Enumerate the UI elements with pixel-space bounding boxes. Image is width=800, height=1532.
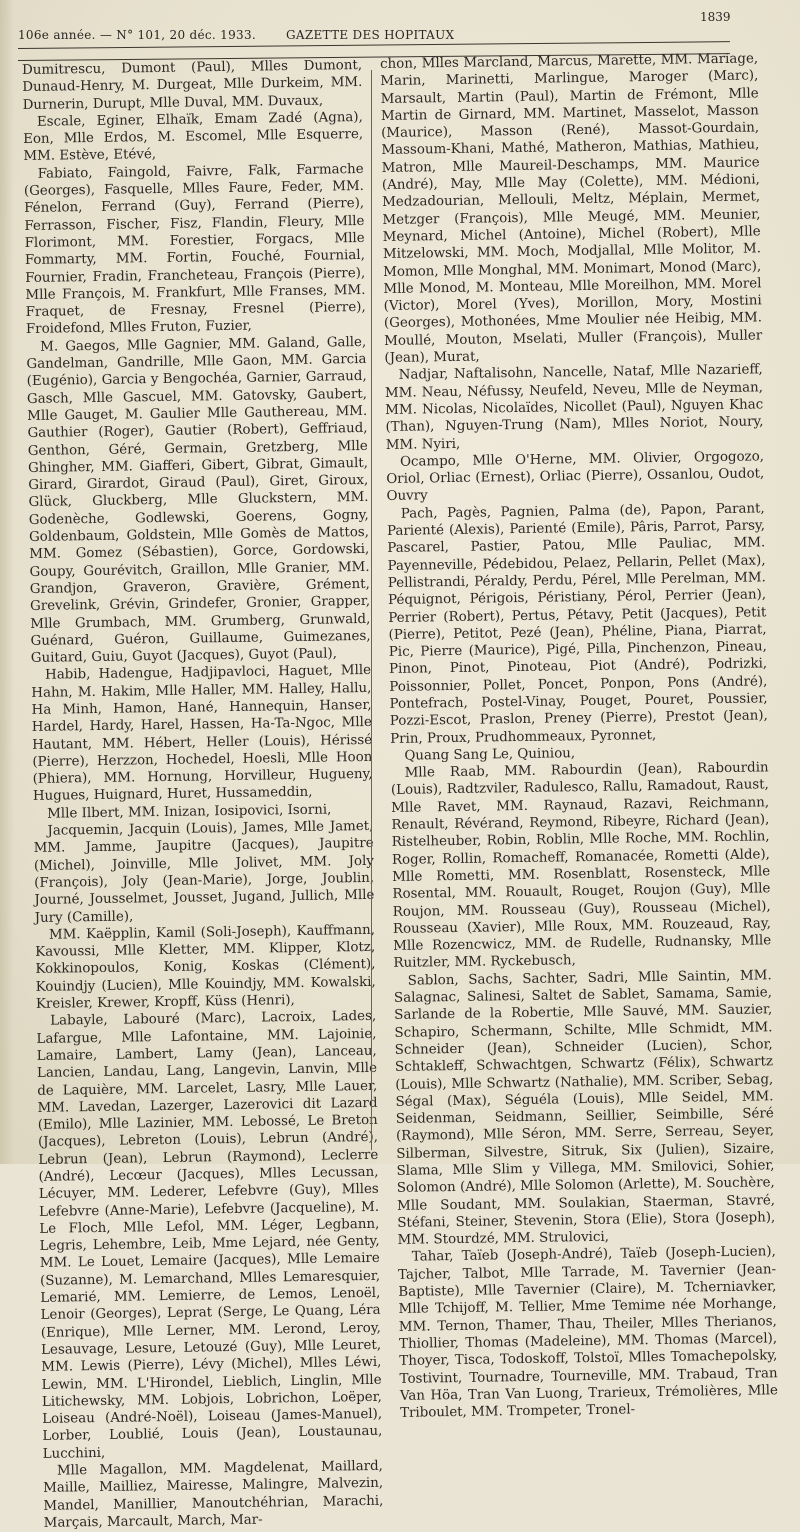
paragraph-s: Sablon, Sachs, Sachter, Sadri, Mlle Saintin, MM. Salagnac, Salinesi, Saltet de Sablet, Samama, Samie, Sarlande de la Robertie, Mlle Sauvé, MM. Sauzier, Schapiro, Schermann, Schilte, Mlle Schmidt, MM. Schneider (Jean), Schneider (Lucien), Schor, Schtakleff, Schwachtgen, Schwartz (Félix), Schwartz (Louis), Mlle Schwartz (Nathalie), MM. Scriber, Sebag, Ségal (Max), Séguéla (Louis), Mlle Seidel, MM. Seidenman, Seidmann, Seillier, Seimbille, Séré (Raymond), Mlle Séron, MM. Serre, Serreau, Seyer, Silberman, Silvestre, Sitruk, Six (Julien), Sizaire, Slama, Mlle Slim y Villega, MM. Smilovici, Sohier, Solomon (André), Mlle Solomon (Arlette), M. Souchère, Mlle Soudant, MM. Soulakian, Staerman, Stavré, Stéfani, Steiner, Stevenin, Stora (Elie), Stora (Joseph), MM. Stourdzé, MM. Strulovici,: [393, 968, 776, 1249]
paragraph-k: MM. Kaëpplin, Kamil (Soli-Joseph), Kauffmann, Kavoussi, Mlle Kletter, MM. Klipper, Klotz, Kokkinopoulos, Konig, Koskas (Clément), Kouindjy (Lucien), Mlle Kouindjy, MM. Kowalski, Kreisler, Krewer, Kropff, Küss (Henri),: [35, 922, 376, 1012]
paragraph-p: Pach, Pagès, Pagnien, Palma (de), Papon, Parant, Parienté (Alexis), Parienté (Emile), Pâris, Parrot, Parsy, Pascarel, Pastier, Patou, Mlle Pauliac, MM. Payenneville, Pédebidou, Pelaez, Pellarin, Pellet (Max), Pellistrandi, Péraldy, Perdu, Pérel, Mlle Perelman, MM. Péquignot, Périgois, Péristiany, Pérol, Perrier (Jean), Perrier (Robert), Pertus, Pétavy, Petit (Jacques), Petit (Pierre), Petitot, Pezé (Jean), Phéline, Piana, Piarrat, Pic, Pierre (Maurice), Pigé, Pilla, Pinchenzon, Pineau, Pinon, Pinot, Pinoteau, Piot (André), Podrizki, Poissonnier, Pollet, Poncet, Ponpon, Pons (André), Pontefrach, Postel-Vinay, Pouget, Pouret, Poussier, Pozzi-Escot, Praslon, Preney (Pierre), Prestot (Jean), Prin, Proux, Prudhommeaux, Pyronnet,: [386, 501, 768, 747]
page-header: [18, 28, 728, 52]
paragraph-h: Habib, Hadengue, Hadjipavloci, Haguet, Mlle Hahn, M. Hakim, Mlle Haller, MM. Halley, Hallu, Ha Minh, Hamon, Hané, Hannequin, Hanser, Hardel, Hardy, Harel, Hassen, Ha-Ta-Ngoc, Mlle Hautant, MM. Hébert, Heller (Louis), Hérissé (Pierre), Herzzon, Hochedel, Hoesli, Mlle Hoon (Phiera), MM. Hornung, Horvilleur, Hugueny, Hugues, Huignard, Huret, Hussameddin,: [31, 663, 373, 805]
page-edge-shadow: [0, 0, 14, 1164]
paragraph-o: Ocampo, Mlle O'Herne, MM. Olivier, Orgogozo, Oriol, Orliac (Ernest), Orliac (Pierre), Ossanlou, Oudot, Ouvry: [386, 449, 765, 505]
paragraph-l: Labayle, Labouré (Marc), Lacroix, Lades, Lafargue, Mlle Lafontaine, MM. Lajoinie, Lamaire, Lambert, Lamy (Jean), Lanceau, Lancien, Landau, Lang, Langevin, Lanvin, Mlle de Laquière, MM. Larcelet, Lasry, Mlle Lauer, MM. Lavedan, Lazerger, Lazerovici dit Lazard (Emilo), Mlle Lazinier, MM. Lebossé, Le Breton (Jacques), Lebreton (Louis), Lebrun (André), Lebrun (Jean), Lebrun (Raymond), Leclerre (André), Lecœur (Jacques), Mlles Lecussan, Lécuyer, MM. Lederer, Lefebvre (Guy), Mlles Lefebvre (Anne-Marie), Lefebvre (Jacqueline), M. Le Floch, Mlle Lefol, MM. Léger, Legbann, Legris, Lehembre, Leib, Mme Lejard, née Genty, MM. Le Louet, Lemaire (Jacques), Mlle Lemaire (Suzanne), M. Lemarchand, Mlles Lemaresquier, Lemarié, MM. Lemierre, de Lemos, Lenoël, Lenoir (Georges), Leprat (Serge, Le Quang, Léra (Enrique), Mlle Lerner, MM. Lerond, Leroy, Lesauvage, Lesure, Letouzé (Guy), Mlle Leuret, MM. Lewis (Pierre), Lévy (Michel), Mlles Léwi, Lewin, MM. L'Hirondel, Lieblich, Linglin, Mlle Litichewsky, MM. Lobjois, Lobrichon, Loëper, Loiseau (André-Noël), Loiseau (James-Manuel), Lorber, Loublié, Louis (Jean), Loustaunau, Lucchini,: [36, 1009, 383, 1462]
paragraph-m: chon, Mlles Marcland, Marcus, Marette, MM. Mariage, Marin, Marinetti, Marlingue, Maroger (Marc), Marsault, Martin (Paul), Martin de Frémont, Mlle Martin de Girnard, MM. Martinet, Masselot, Masson (Maurice), Masson (René), Massot-Gourdain, Massoum-Khani, Mathé, Matheron, Mathias, Mathieu, Matron, Mlle Maureil-Deschamps, MM. Maurice (André), May, Mlle May (Colette), MM. Médioni, Medzadourian, Mellouli, Meltz, Méplain, Mermet, Metzger (François), Mlle Meugé, MM. Meunier, Meynard, Michel (Antoine), Michel (Robert), Mlle Mitzelowski, MM. Moch, Modjallal, Mlle Molitor, M. Momon, Mlle Monghal, MM. Monimart, Monod (Marc), Mlle Monod, M. Monteau, Mlle Moreilhon, MM. Morel (Victor), Morel (Yves), Morillon, Mory, Mostini (Georges), Mothonées, Mme Moulier née Heibig, MM. Moullé, Mouton, Mselati, Muller (François), Muller (Jean), Murat,: [380, 51, 763, 367]
paragraph-m-start: Mlle Magallon, MM. Magdelenat, Maillard, Maille, Mailliez, Mairesse, Malingre, Malvezin, Mandel, Manillier, Manoutchéhrian, Marachi, Marçais, Marcault, March, Mar-: [43, 1458, 384, 1531]
paragraph-n: Nadjar, Naftalisohn, Nancelle, Nataf, Mlle Nazarieff, MM. Neau, Néfussy, Neufeld, Neveu, Mlle de Neyman, MM. Nicolas, Nicolaïdes, Nicollet (Paul), Nguyen Khac (Than), Nguyen-Trung (Nam), Mlles Noriot, Noury, MM. Nyiri,: [384, 362, 764, 453]
paragraph-q: Quang Sang Le, Quiniou,: [404, 746, 576, 764]
paragraph-i: Mlle Ilbert, MM. Inizan, Iosipovici, Isorni,: [47, 802, 332, 822]
journal-title: GAZETTE DES HOPITAUX: [286, 28, 455, 42]
left-column: [22, 57, 384, 1531]
paragraph-t: Tahar, Taïeb (Joseph-André), Taïeb (Joseph-Lucien), Tajcher, Talbot, Mlle Tarrade, M. Tavernier (Jean-Baptiste), Mlle Tavernier (Claire), M. Tcherniavker, Mlle Tchijoff, M. Tellier, Mme Temime née Morhange, MM. Ternon, Thamer, Thau, Theiler, Mlles Therianos, Thiollier, Thomas (Madeleine), MM. Thomas (Marcel), Thoyer, Tisca, Todoskoff, Tolstoï, Mlles Tomachepolsky, Tostivint, Tournadre, Tourneville, MM. Trabaud, Tran Van Höa, Tran Van Luong, Trarieux, Trémolières, Mlle Triboulet, MM. Trompeter, Tronel-: [397, 1244, 778, 1422]
paragraph-e: Escale, Eginer, Elhaïk, Emam Zadé (Agna), Eon, Mlle Erdos, M. Escomel, Mlle Esquerre, MM. Estève, Etévé,: [23, 109, 364, 165]
paragraph-g: M. Gaegos, Mlle Gagnier, MM. Galand, Galle, Gandelman, Gandrille, Mlle Gaon, MM. Garcia (Eugénio), Garcia y Bengochéa, Garnier, Garraud, Gasch, Mlle Gascuel, MM. Gatovsky, Gaubert, Mlle Gauget, M. Gaulier Mlle Gauthereau, MM. Gauthier (Roger), Gautier (Robert), Geffriaud, Genthon, Géré, Germain, Gretzberg, Mlle Ghingher, MM. Giafferi, Gibert, Gibrat, Gimault, Girard, Girardot, Giraud (Paul), Giret, Giroux, Glück, Gluckberg, Mlle Gluckstern, MM. Godenèche, Godlewski, Goerens, Gogny, Goldenbaum, Goldstein, Mlle Gomès de Mattos, MM. Gomez (Sébastien), Gorce, Gordowski, Goupy, Gourévitch, Graillon, Mlle Granier, MM. Grandjon, Graveron, Gravière, Grément, Grevelink, Grévin, Grindefer, Gronier, Grapper, Mlle Grumbach, MM. Grumberg, Grunwald, Guénard, Guéron, Guillaume, Guimezanes, Guitard, Guiu, Guyot (Jacques), Guyot (Paul),: [26, 334, 371, 667]
paragraph-r: Mlle Raab, MM. Rabourdin (Jean), Rabourdin (Louis), Radtzviler, Radulesco, Rallu, Ramadout, Raust, Mlle Ravet, MM. Raynaud, Razavi, Reichmann, Renault, Révérand, Reymond, Ribeyre, Richard (Jean), Ristelheuber, Robin, Roblin, Mlle Roche, MM. Rochlin, Roger, Rollin, Romacheff, Romanacée, Rometti (Alde), Mlle Rometti, MM. Rosenblatt, Rosensteck, Mlle Rosental, MM. Rouault, Rouget, Roujon (Guy), Mlle Roujon, MM. Rousseau (Guy), Rousseau (Michel), Rousseau (Xavier), Mlle Roux, MM. Rouzeaud, Ray, Mlle Rozencwicz, MM. de Rudelle, Rudnansky, Mlle Ruitzler, MM. Ryckebusch,: [390, 760, 772, 972]
paragraph-d: Dumitrescu, Dumont (Paul), Mlles Dumont, Dunaud-Henry, M. Durgeat, Mlle Durkeim, MM. Durnerin, Durupt, Mlle Duval, MM. Duvaux,: [22, 57, 363, 113]
column-divider: [371, 70, 372, 1150]
right-column: [380, 50, 778, 1422]
issue-info: 106e année. — N° 101, 20 déc. 1933.: [18, 28, 256, 42]
paragraph-j: Jacquemin, Jacquin (Louis), James, Mlle Jamet, MM. Jamme, Jaupitre (Jacques), Jaupitre (Michel), Joinville, Mlle Jolivet, MM. Joly (François), Joly (Jean-Marie), Jorge, Joublin, Journé, Jousselmet, Jousset, Jugand, Jullich, Mlle Jury (Camille),: [33, 818, 375, 926]
page-number: 1839: [700, 10, 731, 24]
paragraph-f: Fabiato, Faingold, Faivre, Falk, Farmache (Georges), Fasquelle, Mlles Faure, Feder, MM. Fénelon, Ferrand (Guy), Ferrand (Pierre), Ferrasson, Fischer, Fisz, Flandin, Fleury, Mlle Florimont, MM. Forestier, Forgacs, Mlle Fommarty, MM. Fortin, Fouché, Fournial, Fournier, Fradin, Francheteau, François (Pierre), Mlle François, M. Frankfurt, Mlle Franses, MM. Fraquet, de Fresnay, Fresnel (Pierre), Froidefond, Mlles Fruton, Fuzier,: [23, 161, 366, 338]
